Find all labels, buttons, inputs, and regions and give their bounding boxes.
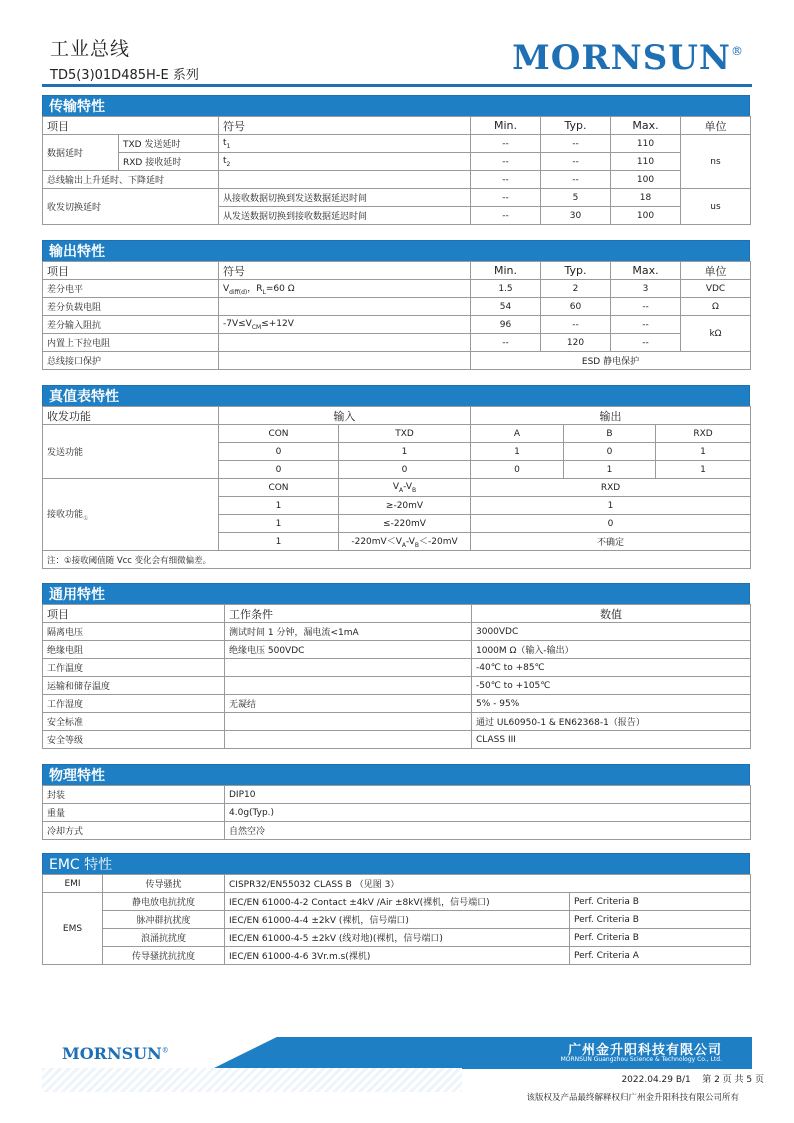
table-row: 总线输出上升延时、下降延时 -- -- 100 bbox=[43, 171, 751, 189]
section-truth-table bbox=[42, 385, 750, 569]
table-row: 收发切换延时 从接收数据切换到发送数据延迟时间 -- 5 18 us bbox=[43, 189, 751, 207]
header-divider bbox=[42, 84, 752, 87]
general-table bbox=[42, 604, 751, 749]
emc-table bbox=[42, 874, 751, 965]
company-name-cn: 广州金升阳科技有限公司 bbox=[567, 1043, 722, 1058]
table-row: 内置上下拉电阻 -- 120 -- bbox=[43, 334, 751, 352]
table-row: 差分输入阻抗 $-7V\le V_{CM}\le+12V$ 96 -- -- kΩ bbox=[43, 316, 751, 334]
table-row: 安全等级 CLASS III bbox=[43, 731, 751, 749]
section-header: 传输特性 bbox=[42, 95, 750, 116]
section-physical bbox=[42, 764, 750, 840]
table-row: 工作湿度 无凝结 5% - 95% bbox=[43, 695, 751, 713]
section-output bbox=[42, 240, 750, 370]
table-row: 工作温度 -40℃ to +85℃ bbox=[43, 659, 751, 677]
table-row: 1 $-220mV<V_A-V_B<-20mV$ 不确定 bbox=[43, 533, 751, 551]
table-row: 从发送数据切换到接收数据延迟时间 -- 30 100 bbox=[43, 207, 751, 225]
table-row: 总线接口保护 ESD 静电保护 bbox=[43, 352, 751, 370]
section-header: 输出特性 bbox=[42, 240, 750, 261]
table-row: 发送功能 CON TXD A B RXD bbox=[43, 425, 751, 443]
table-row: 0 0 0 1 1 bbox=[43, 461, 751, 479]
table-row: 传导骚扰抗扰度 IEC/EN 61000-4-6 3Vr.m.s(裸机) Perf. Criteria A bbox=[43, 947, 751, 965]
footer-date-page: 2022.04.29 B/1 第 2 页 共 5 页 bbox=[621, 1075, 764, 1085]
table-row: EMS 静电放电抗扰度 IEC/EN 61000-4-2 Contact ±4kV /Air ±8kV(裸机，信号端口) Perf. Criteria B bbox=[43, 893, 751, 911]
output-table bbox=[42, 261, 751, 370]
table-row: 绝缘电阻 绝缘电压 500VDC 1000M Ω（输入-输出） bbox=[43, 641, 751, 659]
table-row: 重量 4.0g(Typ.) bbox=[43, 804, 751, 822]
brand-logo: MORNSUN® bbox=[512, 38, 744, 78]
table-row: 运输和储存温度 -50℃ to +105℃ bbox=[43, 677, 751, 695]
table-row: 1 ≤-220mV 0 bbox=[43, 515, 751, 533]
section-general bbox=[42, 583, 750, 749]
section-header: 通用特性 bbox=[42, 583, 750, 604]
table-row: 差分电平 $V_{diff(d)}$，$R_L=60$ Ω 1.5 2 3 VDC bbox=[43, 280, 751, 298]
table-row: 安全标准 通过 UL60950-1 & EN62368-1（报告） bbox=[43, 713, 751, 731]
doc-series: TD5(3)01D485H-E 系列 bbox=[50, 68, 199, 83]
section-header: 物理特性 bbox=[42, 764, 750, 785]
table-header: 项目 符号 Min. Typ. Max. 单位 bbox=[43, 262, 751, 280]
table-row: 数据延时 TXD 发送延时 $t_1$ -- -- 110 ns bbox=[43, 135, 751, 153]
truth-table bbox=[42, 406, 751, 569]
table-row: 浪涌抗扰度 IEC/EN 61000-4-5 ±2kV (线对地)(裸机，信号端口) Perf. Criteria B bbox=[43, 929, 751, 947]
section-header: EMC 特性 bbox=[42, 853, 750, 874]
table-row: 封装 DIP10 bbox=[43, 786, 751, 804]
table-header: 项目 工作条件 数值 bbox=[43, 605, 751, 623]
table-row: 接收功能$_①$ CON $V_A-V_B$ RXD bbox=[43, 479, 751, 497]
physical-table bbox=[42, 785, 751, 840]
table-row: 1 ≥-20mV 1 bbox=[43, 497, 751, 515]
transmission-table bbox=[42, 116, 751, 225]
table-row: 差分负载电阻 54 60 -- Ω bbox=[43, 298, 751, 316]
table-row: 脉冲群抗扰度 IEC/EN 61000-4-4 ±2kV (裸机，信号端口) Perf. Criteria B bbox=[43, 911, 751, 929]
footer-copyright: 该版权及产品最终解释权归广州金升阳科技有限公司所有 bbox=[526, 1093, 739, 1103]
table-row: EMI 传导骚扰 CISPR32/EN55032 CLASS B （见图 3） bbox=[43, 875, 751, 893]
table-row: RXD 接收延时 $t_2$ -- -- 110 bbox=[43, 153, 751, 171]
footer-banner bbox=[42, 1037, 752, 1069]
section-header: 真值表特性 bbox=[42, 385, 750, 406]
table-row: 冷却方式 自然空冷 bbox=[43, 822, 751, 840]
table-row: 0 1 1 0 1 bbox=[43, 443, 751, 461]
section-transmission bbox=[42, 95, 750, 225]
footer-stripe bbox=[42, 1068, 462, 1092]
company-name-en: MORNSUN Guangzhou Science & Technology Co., Ltd. bbox=[560, 1056, 722, 1063]
section-emc bbox=[42, 853, 750, 965]
table-header: 项目 符号 Min. Typ. Max. 单位 bbox=[43, 117, 751, 135]
table-header: 收发功能 输入 输出 bbox=[43, 407, 751, 425]
footer-brand-logo: MORNSUN® bbox=[62, 1044, 169, 1063]
table-row: 隔离电压 测试时间 1 分钟，漏电流<1mA 3000VDC bbox=[43, 623, 751, 641]
table-note: 注：①接收阈值随 Vcc 变化会有细微偏差。 bbox=[43, 551, 751, 569]
doc-category: 工业总线 bbox=[50, 38, 131, 60]
